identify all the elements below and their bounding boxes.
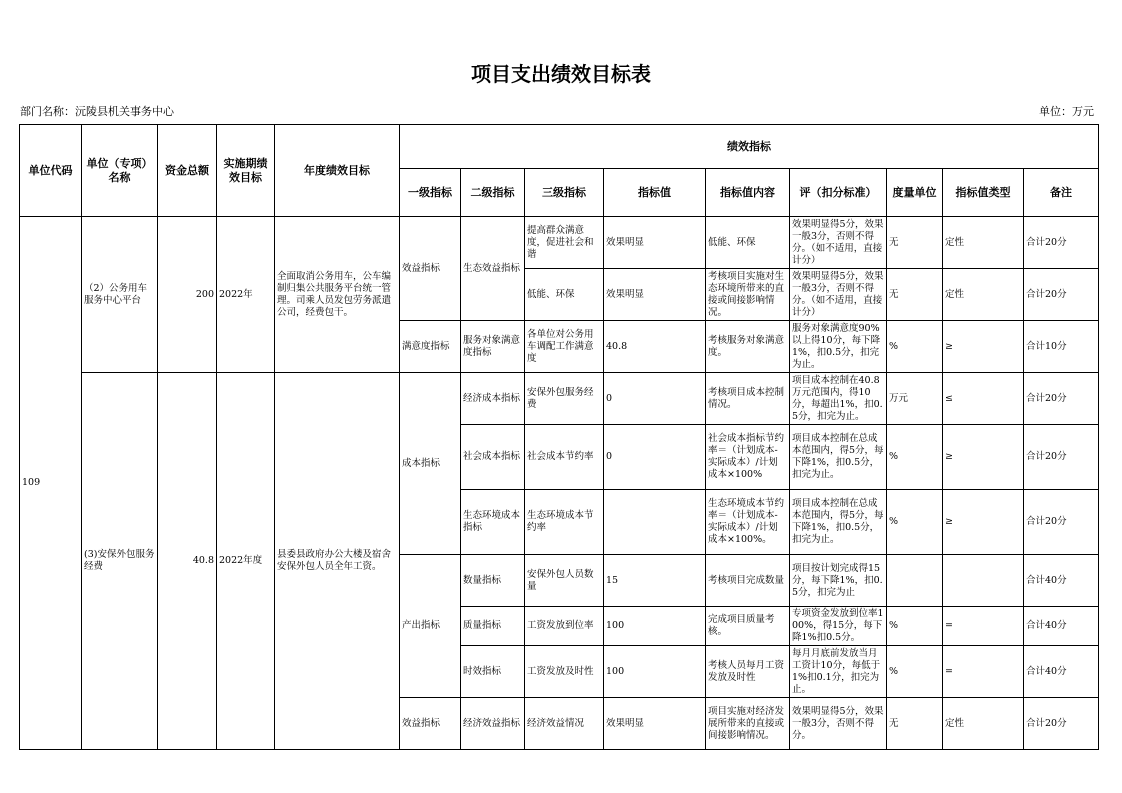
unit-cell: 万元	[887, 373, 943, 425]
header-value-type: 指标值类型	[943, 169, 1024, 217]
scoring-cell: 效果明显得5分，效果一般3分，否则不得分。（如不适用，直接计分）	[790, 217, 887, 269]
value-cell: 0	[604, 373, 706, 425]
level3-cell: 各单位对公务用车调配工作满意度	[525, 321, 604, 373]
unit-code-cell: 109	[20, 217, 82, 750]
level2-cell: 数量指标	[461, 555, 525, 607]
scoring-cell: 专项资金发放到位率100%，得15分，每下降1%扣0.5分。	[790, 607, 887, 646]
value-cell	[604, 490, 706, 555]
header-total-funds: 资金总额	[158, 125, 217, 217]
project-name-cell: （2）公务用车服务中心平台	[82, 217, 158, 373]
unit-cell: 无	[887, 269, 943, 321]
type-cell	[943, 555, 1024, 607]
level2-cell: 社会成本指标	[461, 425, 525, 490]
unit-cell: %	[887, 425, 943, 490]
funds-cell: 40.8	[158, 373, 217, 750]
header-level1: 一级指标	[400, 169, 461, 217]
level3-cell: 工资发放到位率	[525, 607, 604, 646]
content-cell: 考核项目完成数量	[706, 555, 790, 607]
project-name-cell: (3)安保外包服务经费	[82, 373, 158, 750]
remark-cell: 合计20分	[1024, 373, 1099, 425]
unit-cell: %	[887, 321, 943, 373]
header-scoring: 评（扣分标准）	[790, 169, 887, 217]
header-level3: 三级指标	[525, 169, 604, 217]
content-cell: 社会成本指标节约率＝（计划成本-实际成本）/计划成本×100%	[706, 425, 790, 490]
level2-cell: 生态效益指标	[461, 217, 525, 321]
value-cell: 0	[604, 425, 706, 490]
level2-cell: 质量指标	[461, 607, 525, 646]
unit-cell: %	[887, 646, 943, 698]
level3-cell: 社会成本节约率	[525, 425, 604, 490]
level3-cell: 安保外包人员数量	[525, 555, 604, 607]
value-cell: 100	[604, 646, 706, 698]
level3-cell: 工资发放及时性	[525, 646, 604, 698]
type-cell: 定性	[943, 698, 1024, 750]
remark-cell: 合计40分	[1024, 555, 1099, 607]
scoring-cell: 项目成本控制在总成本范围内，得5分，每下降1%，扣0.5分，扣完为止。	[790, 425, 887, 490]
level2-cell: 经济效益指标	[461, 698, 525, 750]
level3-cell: 经济效益情况	[525, 698, 604, 750]
value-cell: 效果明显	[604, 269, 706, 321]
type-cell: =	[943, 607, 1024, 646]
remark-cell: 合计20分	[1024, 217, 1099, 269]
type-cell: ≥	[943, 490, 1024, 555]
department-name: 部门名称：沅陵县机关事务中心	[20, 105, 174, 118]
level1-cell: 效益指标	[400, 217, 461, 321]
unit-cell: %	[887, 490, 943, 555]
value-cell: 效果明显	[604, 217, 706, 269]
level3-cell: 低能、环保	[525, 269, 604, 321]
unit-cell: %	[887, 607, 943, 646]
type-cell: ≥	[943, 321, 1024, 373]
remark-cell: 合计10分	[1024, 321, 1099, 373]
header-period-goal: 实施期绩效目标	[217, 125, 275, 217]
header-annual-goal: 年度绩效目标	[275, 125, 400, 217]
value-cell: 100	[604, 607, 706, 646]
level2-cell: 生态环境成本指标	[461, 490, 525, 555]
scoring-cell: 项目按计划完成得15分，每下降1%，扣0.5分，扣完为止	[790, 555, 887, 607]
header-level2: 二级指标	[461, 169, 525, 217]
level3-cell: 提高群众满意度，促进社会和谐	[525, 217, 604, 269]
scoring-cell: 效果明显得5分，效果一般3分，否则不得分。	[790, 698, 887, 750]
header-measure-unit: 度量单位	[887, 169, 943, 217]
annual-goal-cell: 全面取消公务用车，公车编制归集公共服务平台统一管理。司乘人员发包劳务派遣公司，经费包干。	[275, 217, 400, 373]
value-cell: 效果明显	[604, 698, 706, 750]
header-project-name: 单位（专项）名称	[82, 125, 158, 217]
level3-cell: 安保外包服务经费	[525, 373, 604, 425]
value-cell: 15	[604, 555, 706, 607]
remark-cell: 合计40分	[1024, 646, 1099, 698]
annual-goal-cell: 县委县政府办公大楼及宿舍安保外包人员全年工资。	[275, 373, 400, 750]
level3-cell: 生态环境成本节约率	[525, 490, 604, 555]
value-cell: 40.8	[604, 321, 706, 373]
level1-cell: 满意度指标	[400, 321, 461, 373]
unit-cell	[887, 555, 943, 607]
period-cell: 2022年	[217, 217, 275, 373]
table-row	[20, 373, 1099, 425]
level1-cell: 产出指标	[400, 555, 461, 698]
level2-cell: 时效指标	[461, 646, 525, 698]
header-remark: 备注	[1024, 169, 1099, 217]
header-content: 指标值内容	[706, 169, 790, 217]
scoring-cell: 项目成本控制在总成本范围内，得5分，每下降1%，扣0.5分，扣完为止。	[790, 490, 887, 555]
type-cell: =	[943, 646, 1024, 698]
unit-cell: 无	[887, 698, 943, 750]
level1-cell: 成本指标	[400, 373, 461, 555]
header-indicators: 绩效指标	[400, 125, 1099, 169]
type-cell: 定性	[943, 217, 1024, 269]
type-cell: ≤	[943, 373, 1024, 425]
level2-cell: 服务对象满意度指标	[461, 321, 525, 373]
remark-cell: 合计40分	[1024, 607, 1099, 646]
header-unit-code: 单位代码	[20, 125, 82, 217]
level2-cell: 经济成本指标	[461, 373, 525, 425]
content-cell: 完成项目质量考核。	[706, 607, 790, 646]
content-cell: 低能、环保	[706, 217, 790, 269]
remark-cell: 合计20分	[1024, 269, 1099, 321]
content-cell: 考核项目成本控制情况。	[706, 373, 790, 425]
period-cell: 2022年度	[217, 373, 275, 750]
funds-cell: 200	[158, 217, 217, 373]
currency-unit: 单位：万元	[1039, 105, 1094, 118]
table-row	[20, 217, 1099, 269]
page-title: 项目支出绩效目标表	[471, 62, 651, 86]
unit-cell: 无	[887, 217, 943, 269]
type-cell: ≥	[943, 425, 1024, 490]
content-cell: 项目实施对经济发展所带来的直接或间接影响情况。	[706, 698, 790, 750]
scoring-cell: 效果明显得5分，效果一般3分，否则不得分。（如不适用，直接计分）	[790, 269, 887, 321]
scoring-cell: 服务对象满意度90%以上得10分，每下降1%，扣0.5分，扣完为止。	[790, 321, 887, 373]
scoring-cell: 每月月底前发放当月工资计10分，每低于1%扣0.1分，扣完为止。	[790, 646, 887, 698]
content-cell: 考核人员每月工资发放及时性	[706, 646, 790, 698]
scoring-cell: 项目成本控制在40.8万元范围内，得10分，每超出1%，扣0.5分，扣完为止。	[790, 373, 887, 425]
remark-cell: 合计20分	[1024, 425, 1099, 490]
content-cell: 生态环境成本节约率＝（计划成本-实际成本）/计划成本×100%。	[706, 490, 790, 555]
content-cell: 考核项目实施对生态环境所带来的直接或间接影响情况。	[706, 269, 790, 321]
level1-cell: 效益指标	[400, 698, 461, 750]
type-cell: 定性	[943, 269, 1024, 321]
remark-cell: 合计20分	[1024, 490, 1099, 555]
content-cell: 考核服务对象满意度。	[706, 321, 790, 373]
performance-table	[19, 124, 1099, 750]
remark-cell: 合计20分	[1024, 698, 1099, 750]
header-value: 指标值	[604, 169, 706, 217]
